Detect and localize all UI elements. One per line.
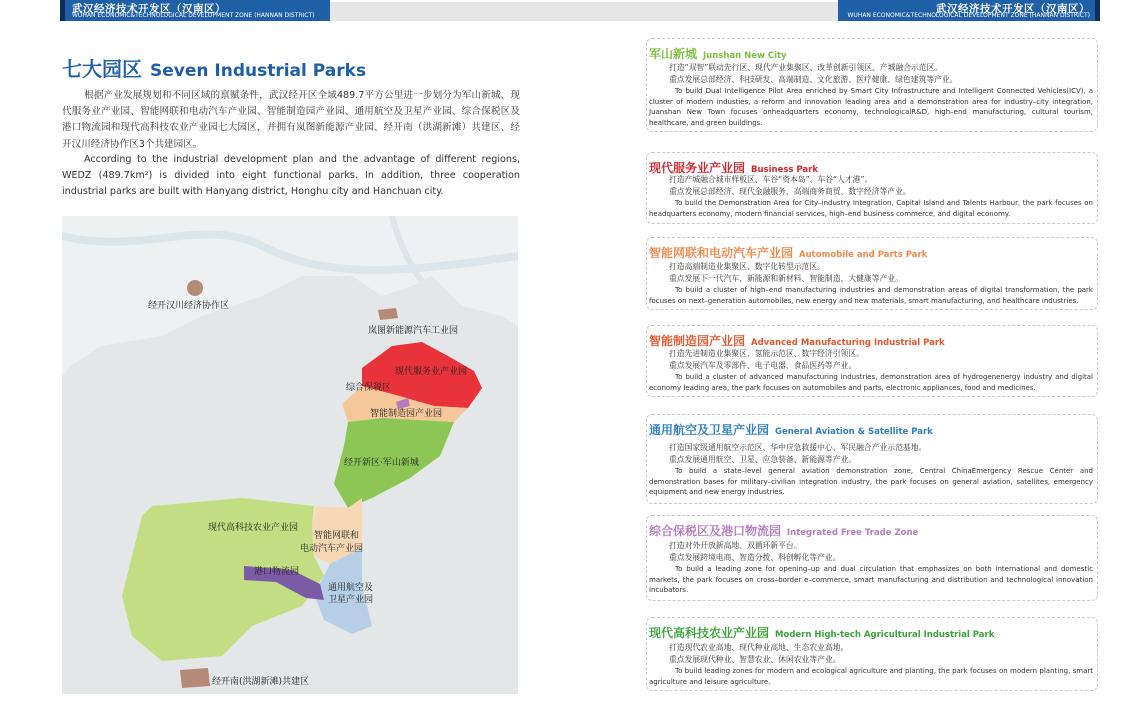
park-line-1: 打造现代农业高地、现代种业高地、生态农业高地。 bbox=[669, 643, 849, 652]
park-card-free-trade bbox=[646, 515, 1098, 601]
south-coop-zone bbox=[180, 668, 210, 688]
park-line-1: 打造国家级通用航空示范区、华中应急救援中心、军民融合产业示范基地。 bbox=[669, 443, 927, 452]
park-line-1: 打造先进制造业集聚区、氢能示范区、数字经济引领区。 bbox=[669, 349, 864, 358]
map-label-auto-2: 电动汽车产业园 bbox=[300, 544, 364, 554]
park-line-1: 打造“双智”联动先行区、现代产业集聚区、改革创新引领区、产城融合示范区。 bbox=[669, 63, 943, 72]
header-right-zh: 武汉经济技术开发区（汉南区） bbox=[936, 3, 1090, 15]
park-card-aviation bbox=[646, 414, 1098, 504]
lantu-zone bbox=[378, 308, 398, 320]
map-label-aviation-2: 卫星产业园 bbox=[328, 595, 374, 605]
park-title-en: Modern High-tech Agricultural Industrial Park bbox=[775, 630, 995, 640]
park-title-zh: 现代服务业产业园 bbox=[649, 161, 746, 175]
parks-map bbox=[62, 216, 518, 694]
park-line-2: 重点发展通用航空、卫星、应急装备、新能源等产业。 bbox=[669, 455, 857, 464]
park-title-zh: 智能制造园产业园 bbox=[649, 334, 746, 348]
header-right-accent bbox=[1095, 0, 1100, 21]
map-label-south: 经开南(洪湖新滩)共建区 bbox=[212, 677, 310, 687]
park-line-2: 重点发展总部经济、现代金融服务、高端商务商贸、数字经济等产业。 bbox=[669, 187, 911, 196]
park-card-agriculture bbox=[646, 617, 1098, 691]
park-line-2: 重点发展现代种业、智慧农业、休闲农业等产业。 bbox=[669, 655, 841, 664]
map-label-modern-service: 现代服务业产业园 bbox=[395, 367, 468, 377]
map-label-smart-mfg: 智能制造园产业园 bbox=[370, 409, 443, 419]
page-title bbox=[62, 53, 366, 82]
map-label-port: 港口物流园 bbox=[254, 567, 300, 577]
map-label-hanchuan: 经开汉川经济协作区 bbox=[148, 301, 230, 311]
page-title-en: Seven Industrial Parks bbox=[150, 61, 367, 81]
map-label-agri: 现代高科技农业产业园 bbox=[208, 523, 299, 533]
park-desc-en: To build leading zones for modern and ecological agriculture and planting, the park focuses on modern planting, smart agriculture and leisure agriculture. bbox=[649, 667, 1093, 686]
intro-en-text: According to the industrial development plan and the advantage of different regions, WEDZ (489.7km²) is divided into eight functional parks. In addition, three cooperation industrial parks are built with Hanyang district, Honghu city and Hanchuan city. bbox=[62, 154, 520, 198]
map-label-lantu: 岚图新能源汽车工业园 bbox=[368, 326, 459, 336]
header-left-en: WUHAN ECONOMIC&TECHNOLOGICAL DEVELOPMENT ZONE (HANNAN DISTRICT) bbox=[72, 12, 315, 19]
park-desc-en: To build a cluster of advanced manufacturing industries, demonstration area of hydrogenenergy industry and digital economy leading area, the park focuses on automobiles and parts, electronic appliances, food and medicines. bbox=[649, 373, 1093, 392]
park-card-automobile bbox=[646, 237, 1098, 310]
header-left-zh: 武汉经济技术开发区（汉南区） bbox=[72, 3, 226, 15]
park-title-zh: 军山新城 bbox=[649, 47, 698, 61]
page-title-zh: 七大园区 bbox=[62, 57, 142, 81]
park-title-en: Business Park bbox=[751, 165, 818, 175]
header-divider-bar bbox=[330, 2, 840, 21]
park-card-junshan bbox=[646, 38, 1098, 132]
parks-map-graphic bbox=[62, 216, 518, 694]
park-title-zh: 智能网联和电动汽车产业园 bbox=[649, 246, 794, 260]
park-title-en: Integrated Free Trade Zone bbox=[787, 528, 919, 538]
header-left bbox=[60, 0, 330, 21]
park-title-zh: 综合保税区及港口物流园 bbox=[649, 524, 782, 538]
map-label-aviation-1: 通用航空及 bbox=[328, 583, 374, 593]
header-right-en: WUHAN ECONOMIC&TECHNOLOGICAL DEVELOPMENT ZONE (HANNAN DISTRICT) bbox=[847, 12, 1090, 19]
park-card-advanced-mfg bbox=[646, 325, 1098, 397]
park-line-2: 重点发展跨境电商、智造分拨、科创孵化等产业。 bbox=[669, 553, 841, 562]
intro-en bbox=[62, 152, 520, 201]
header-left-accent bbox=[60, 0, 65, 21]
map-label-junshan: 经开新区·军山新城 bbox=[344, 458, 419, 468]
park-desc-en: To build a cluster of high–end manufacturing industries and demonstration areas of digital transformation, the park focuses on next–generation automobiles, new energy and new materials, smart manufacturing, and healthcare industries. bbox=[649, 286, 1093, 305]
park-desc-en: To build a leading zone for opening–up and dual circulation that emphasizes on both international and domestic markets, the park focuses on cross–border e–commerce, smart manufacturing and distribution and technological innovation incubators. bbox=[649, 565, 1093, 594]
land-outline bbox=[62, 276, 518, 694]
park-line-1: 打造对外开放新高地、双循环新平台。 bbox=[669, 541, 802, 550]
park-title-en: Junshan New City bbox=[703, 51, 787, 61]
intro-zh bbox=[62, 88, 520, 153]
park-title-zh: 通用航空及卫星产业园 bbox=[649, 423, 770, 437]
park-line-1: 打造产城融合城市样板区、车谷“资本岛”、车谷“人才港”。 bbox=[669, 175, 873, 184]
park-line-1: 打造高端制造业集聚区、数字化转型示范区。 bbox=[669, 262, 825, 271]
park-card-business bbox=[646, 152, 1098, 224]
park-title-en: General Aviation & Satellite Park bbox=[775, 427, 933, 437]
park-line-2: 重点发展汽车及零部件、电子电器、食品医药等产业。 bbox=[669, 361, 857, 370]
river bbox=[62, 234, 518, 270]
intro-zh-text: 根据产业发展规划和不同区域的禀赋条件，武汉经开区全域489.7平方公里进一步划分为军山新城、现代服务业产业园、智能网联和电动汽车产业园、智能制造园产业园、通用航空及卫星产业园、综合保税区及港口物流园和现代高科技农业产业园七大园区，并拥有岚图新能源产业园、经开南（洪湖新滩）共建区、经开汉川经济协作区3个共建园区。 bbox=[62, 90, 520, 150]
park-line-2: 重点发展总部经济、科技研发、高端制造、文化旅游、医疗健康、绿色建筑等产业。 bbox=[669, 75, 958, 84]
park-title-en: Automobile and Parts Park bbox=[799, 250, 928, 260]
park-title-zh: 现代高科技农业产业园 bbox=[649, 626, 770, 640]
map-label-bonded: 综合保税区 bbox=[346, 383, 392, 393]
map-label-auto-1: 智能网联和 bbox=[314, 531, 360, 541]
header-right bbox=[838, 0, 1100, 21]
park-line-2: 重点发展下一代汽车、新能源和新材料、智能制造、大健康等产业。 bbox=[669, 274, 903, 283]
hanchuan-zone bbox=[187, 280, 203, 296]
park-title-en: Advanced Manufacturing Industrial Park bbox=[751, 338, 945, 348]
park-desc-en: To build the Demonstration Area for City–industry Integration, Capital Island and Talents Harbour, the park focuses on headquarters economy, modern financial services, high–end business commerce, and digital economy. bbox=[649, 199, 1093, 218]
park-desc-en: To build a state–level general aviation demonstration zone, Central ChinaEmergency Rescue Center and demonstration bases for military–civilian integration industry, the park focuses on general aviation, satellites, emergency equipment and new energy industries. bbox=[649, 467, 1093, 496]
park-desc-en: To build Dual Intelligence Pilot Area enriched by Smart City Infrastructure and Intelligent Connected Vehicles(ICV), a cluster of modern industies, a reform and innovation leading area and a demonstration area for industry–city integration, Juanshan New Town focuses onheadquarters economy, technologicalR&D, high–end manufacturing, cultural tourism, healthcare, and green buildings. bbox=[649, 87, 1093, 127]
